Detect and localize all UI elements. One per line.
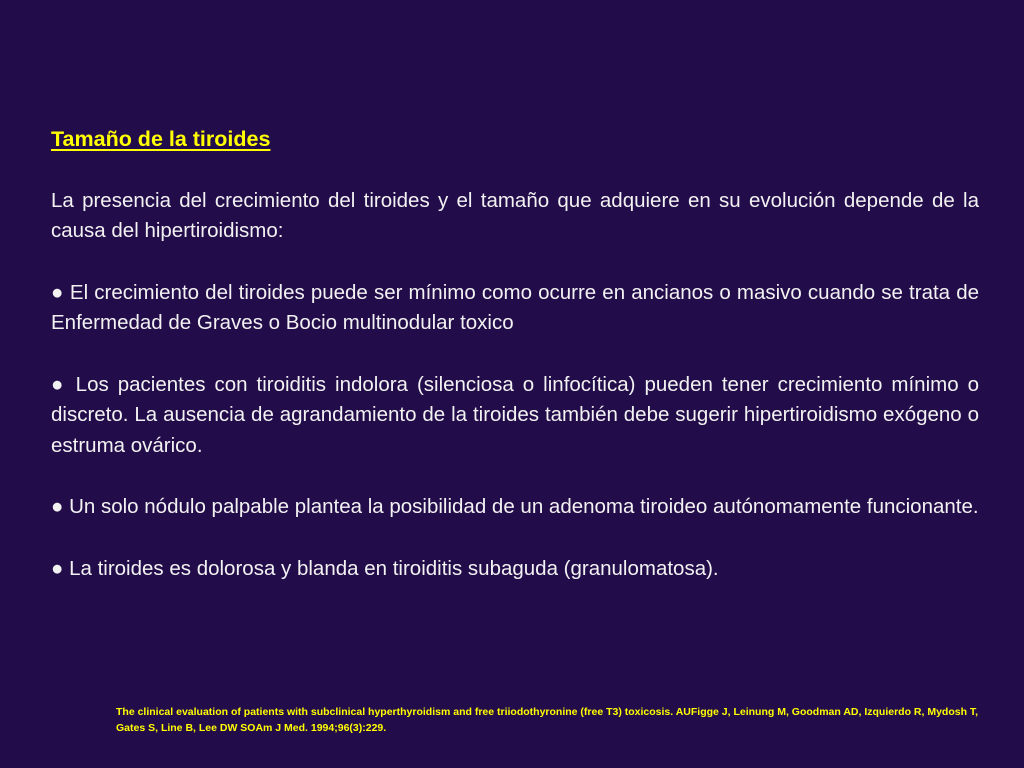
- bullet-paragraph: ● Un solo nódulo palpable plantea la posibilidad de un adenoma tiroideo autónomamente funcionante.: [51, 495, 979, 518]
- intro-paragraph: La presencia del crecimiento del tiroides y el tamaño que adquiere en su evolución depende de la causa del hipertiroidismo:: [51, 188, 979, 242]
- slide-title: Tamaño de la tiroides: [51, 127, 271, 151]
- citation-reference: The clinical evaluation of patients with subclinical hyperthyroidism and free triiodothyronine (free T3) toxicosis. AUFigge J, Leinung M, Goodman AD, Izquierdo R, Mydosh T, Gates S, Line B, Lee DW SOAm J Med. 1994;96(3):229.: [116, 706, 979, 734]
- slide-content: [51, 124, 979, 584]
- bullet-paragraph: ● La tiroides es dolorosa y blanda en tiroiditis subaguda (granulomatosa).: [51, 556, 719, 580]
- bullet-paragraph: ● El crecimiento del tiroides puede ser mínimo como ocurre en ancianos o masivo cuando se trata de Enfermedad de Graves o Bocio multinodular toxico: [51, 280, 979, 334]
- bullet-paragraph: ● Los pacientes con tiroiditis indolora (silenciosa o linfocítica) pueden tener crecimiento mínimo o discreto. La ausencia de agrandamiento de la tiroides también debe sugerir hipertiroidismo exógeno o estruma ovárico.: [51, 372, 979, 457]
